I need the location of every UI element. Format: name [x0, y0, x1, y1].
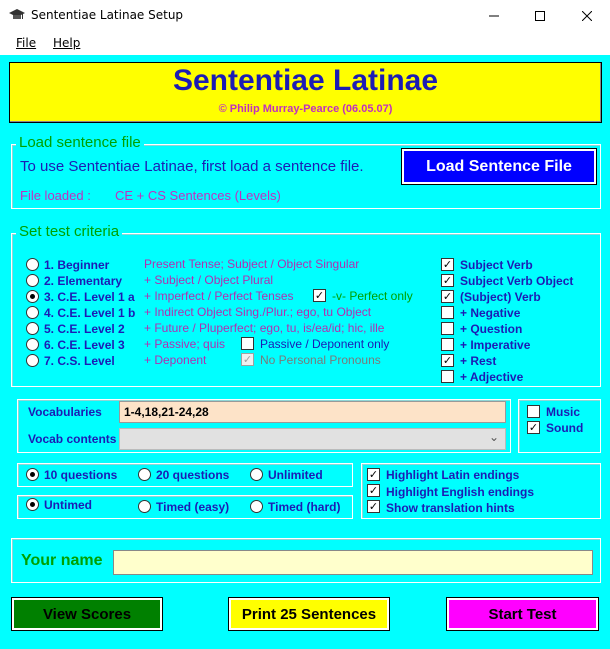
- subject-optional-verb-label: (Subject) Verb: [460, 290, 541, 304]
- music-label: Music: [546, 405, 581, 419]
- level-desc-7: + Deponent: [144, 353, 207, 367]
- subject-verb-object-checkbox[interactable]: ✓: [442, 274, 453, 287]
- level-radio-1[interactable]: [26, 258, 39, 271]
- highlight-english-label: Highlight English endings: [386, 485, 534, 499]
- level-desc-5: + Future / Pluperfect; ego, tu, is/ea/id; hic, ille: [144, 321, 385, 335]
- maximize-button[interactable]: [517, 0, 563, 32]
- level-desc-4: + Indirect Object Sing./Plur.; ego, tu Object: [144, 305, 372, 319]
- level-label-7: 7. C.S. Level: [44, 354, 115, 368]
- subject-verb-label: Subject Verb: [460, 258, 533, 272]
- highlight-latin-label: Highlight Latin endings: [386, 468, 520, 482]
- passive-only-checkbox[interactable]: [241, 337, 254, 350]
- level-label-3: 3. C.E. Level 1 a: [44, 290, 135, 304]
- unlimited-label: Unlimited: [268, 468, 323, 482]
- passive-only-label: Passive / Deponent only: [260, 337, 390, 351]
- adjective-label: + Adjective: [460, 370, 524, 384]
- vocab-contents-select[interactable]: [119, 428, 506, 450]
- no-personal-pronouns-checkbox[interactable]: ✓: [242, 353, 253, 366]
- adjective-checkbox[interactable]: [441, 370, 454, 383]
- level-radio-2[interactable]: [26, 274, 39, 287]
- question-label: + Question: [460, 322, 523, 336]
- copyright-text: © Philip Murray-Pearce (06.05.07): [218, 103, 393, 115]
- timed-hard-radio[interactable]: [250, 500, 263, 513]
- level-label-6: 6. C.E. Level 3: [44, 338, 125, 352]
- question-checkbox[interactable]: [441, 322, 454, 335]
- music-checkbox[interactable]: [527, 405, 540, 418]
- vocab-contents-label: Vocab contents: [28, 432, 117, 446]
- untimed-label: Untimed: [44, 498, 92, 512]
- untimed-radio[interactable]: [26, 498, 39, 511]
- negative-checkbox[interactable]: [441, 306, 454, 319]
- graduation-cap-icon: [9, 7, 25, 23]
- timed-easy-label: Timed (easy): [156, 500, 230, 514]
- load-sentence-file-button[interactable]: Load Sentence File: [402, 149, 596, 184]
- file-loaded-value: CE + CS Sentences (Levels): [115, 188, 281, 203]
- level-desc-1: Present Tense; Subject / Object Singular: [144, 257, 360, 271]
- minimize-button[interactable]: [471, 0, 517, 32]
- level-radio-6[interactable]: [26, 338, 39, 351]
- timed-easy-radio[interactable]: [138, 500, 151, 513]
- vocabularies-input[interactable]: [119, 401, 506, 423]
- translation-hints-checkbox[interactable]: ✓: [368, 500, 379, 513]
- level-label-1: 1. Beginner: [44, 258, 110, 272]
- rest-label: + Rest: [460, 354, 497, 368]
- subject-optional-verb-checkbox[interactable]: ✓: [442, 290, 453, 303]
- window-title: Sententiae Latinae Setup: [31, 8, 184, 22]
- menu-file[interactable]: File: [16, 36, 37, 50]
- translation-hints-label: Show translation hints: [386, 501, 515, 515]
- level-label-5: 5. C.E. Level 2: [44, 322, 125, 336]
- timed-hard-label: Timed (hard): [268, 500, 341, 514]
- ten-questions-label: 10 questions: [44, 468, 118, 482]
- minimize-icon: [489, 11, 499, 21]
- view-scores-button[interactable]: View Scores: [12, 598, 162, 630]
- your-name-input[interactable]: [113, 550, 593, 575]
- imperative-label: + Imperative: [460, 338, 531, 352]
- sound-label: Sound: [546, 421, 584, 435]
- level-radio-5[interactable]: [26, 322, 39, 335]
- sound-checkbox[interactable]: ✓: [528, 421, 539, 434]
- twenty-questions-label: 20 questions: [156, 468, 230, 482]
- highlight-latin-checkbox[interactable]: ✓: [368, 468, 379, 481]
- load-group-title: Load sentence file: [16, 135, 144, 151]
- perfect-only-label: -v- Perfect only: [332, 289, 413, 303]
- menu-bar: [0, 32, 610, 54]
- menu-help[interactable]: Help: [53, 36, 81, 50]
- highlight-english-checkbox[interactable]: ✓: [368, 484, 379, 497]
- file-loaded-label: File loaded :: [20, 188, 91, 203]
- level-desc-2: + Subject / Object Plural: [144, 273, 274, 287]
- print-sentences-button[interactable]: Print 25 Sentences: [229, 598, 389, 630]
- level-desc-6: + Passive; quis: [144, 337, 226, 351]
- your-name-label: Your name: [21, 552, 103, 569]
- level-desc-3: + Imperfect / Perfect Tenses: [144, 289, 294, 303]
- level-radio-4[interactable]: [26, 306, 39, 319]
- imperative-checkbox[interactable]: [441, 338, 454, 351]
- no-personal-pronouns-label: No Personal Pronouns: [260, 353, 381, 367]
- twenty-questions-radio[interactable]: [138, 468, 151, 481]
- subject-verb-object-label: Subject Verb Object: [460, 274, 574, 288]
- negative-label: + Negative: [460, 306, 521, 320]
- load-instruction: To use Sententiae Latinae, first load a sentence file.: [20, 158, 364, 175]
- start-test-button[interactable]: Start Test: [447, 598, 598, 630]
- close-button[interactable]: [564, 0, 610, 32]
- close-icon: [582, 11, 592, 21]
- ten-questions-radio[interactable]: [26, 468, 39, 481]
- app-title: Sententiae Latinae: [172, 64, 439, 97]
- subject-verb-checkbox[interactable]: ✓: [442, 258, 453, 271]
- level-label-4: 4. C.E. Level 1 b: [44, 306, 136, 320]
- criteria-group-title: Set test criteria: [16, 224, 122, 240]
- unlimited-radio[interactable]: [250, 468, 263, 481]
- chevron-down-icon[interactable]: ⌄: [489, 430, 500, 444]
- level-radio-7[interactable]: [26, 354, 39, 367]
- maximize-icon: [535, 11, 545, 21]
- rest-checkbox[interactable]: ✓: [442, 354, 453, 367]
- level-label-2: 2. Elementary: [44, 274, 123, 288]
- perfect-only-checkbox[interactable]: ✓: [314, 289, 325, 302]
- level-radio-3[interactable]: [26, 290, 39, 303]
- vocabularies-label: Vocabularies: [28, 405, 102, 419]
